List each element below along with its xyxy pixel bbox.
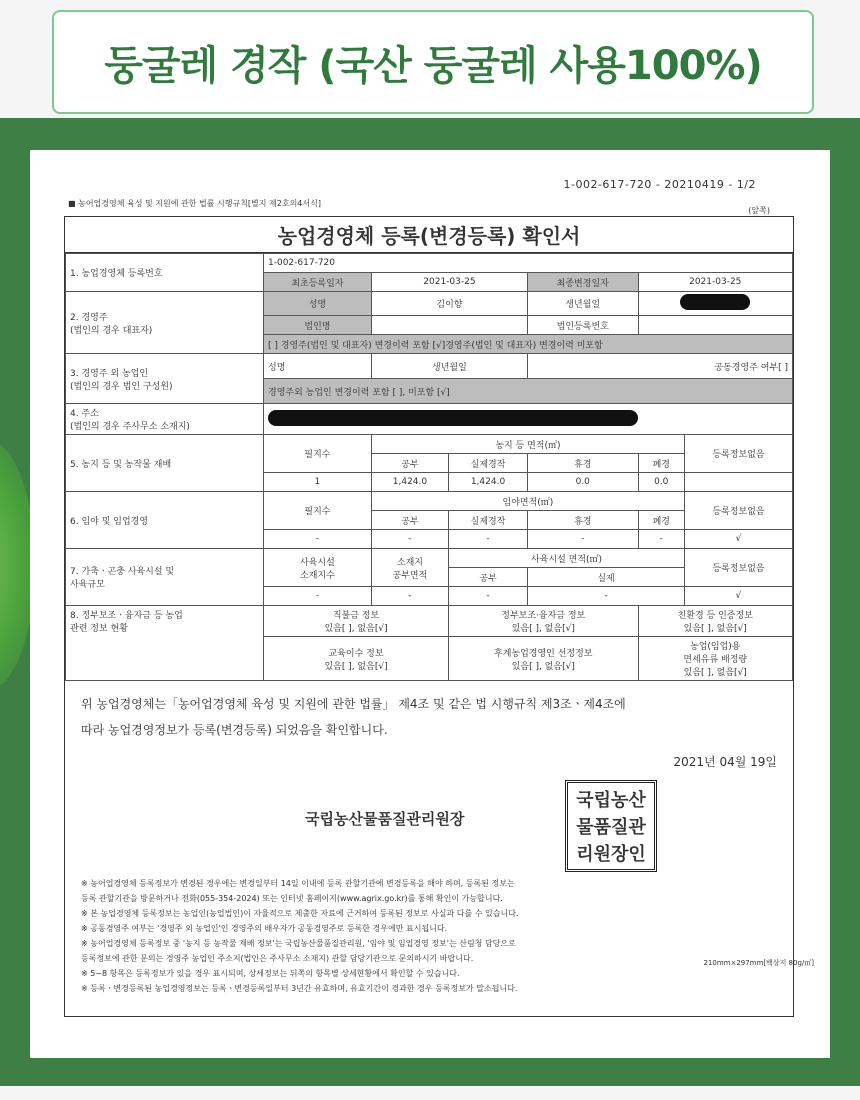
row8-label: 8. 정부보조ㆍ융자금 등 농업 관련 정보 현황 <box>66 606 264 681</box>
r5-area-label: 농지 등 면적(㎡) <box>371 435 684 454</box>
r6-closed: 폐경 <box>638 511 685 530</box>
row4-label: 4. 주소 (법인의 경우 주사무소 소재지) <box>66 404 264 435</box>
row6-label: 6. 임야 및 임업경영 <box>66 492 264 549</box>
note-item: ※ 5~8 항목은 등록정보가 있을 경우 표시되며, 상세정보는 뒤쪽의 항목별 상세현황에서 확인할 수 있습니다. <box>81 969 460 978</box>
page-title: 둥굴레 경작 (국산 둥굴레 사용100%) <box>104 42 762 89</box>
redaction-mark <box>268 410 638 426</box>
r8-c4: 교육이수 정보 있음[ ], 없음[√] <box>264 637 449 681</box>
r7-dash: - <box>449 587 528 606</box>
note-item: ※ 농어업경영체 등록정보가 변경된 경우에는 변경일부터 14일 이내에 등록 관할기관에 변경등록을 해야 하며, 등록된 정보는 등록 관할기관을 방문하거나 전화(055-354-2024) 또는 인터넷 홈페이지(www.agrix.go.kr)를 통해 확인이 가능합니다. <box>81 879 515 903</box>
form-reference: ■ 농어업경영체 육성 및 지원에 관한 법률 시행규칙[별지 제2호의4서식] <box>68 199 321 208</box>
r5-actual: 실제경작 <box>449 454 528 473</box>
notes <box>65 870 793 1016</box>
r6-dash: - <box>528 530 638 549</box>
r7-check: √ <box>685 587 793 606</box>
registration-number: 1-002-617-720 <box>264 254 793 273</box>
r5-val-actual: 1,424.0 <box>449 473 528 492</box>
paper-size: 210mm×297mm[백상지 80g/㎡] <box>703 959 814 967</box>
row3-birth: 생년월일 <box>371 354 527 379</box>
last-change-date: 2021-03-25 <box>638 273 793 292</box>
note-item: ※ 농어업경영체 등록정보 중 '농지 등 농작물 재배 정보'는 국립농산물품질관리원, '임야 및 임업경영 정보'는 산림청 담당으로 등록정보에 관한 문의는 경영주 농업인 주소지(법인은 주사무소 소재지) 관할 담당기관으로 문의하시기 바랍니다. <box>81 939 516 963</box>
certificate-document <box>30 150 830 1058</box>
r6-dash: - <box>264 530 372 549</box>
row3-label: 3. 경영주 외 농업인 (법인의 경우 법인 구성원) <box>66 354 264 404</box>
r5-no-info: 등록정보없음 <box>685 435 793 473</box>
r6-dash: - <box>638 530 685 549</box>
r8-c3: 친환경 등 인증정보 있음[ ], 없음[√] <box>638 606 793 637</box>
note-item: ※ 공동경영주 여부는 '경영주 외 농업인'인 경영주의 배우자가 공동경영주로 등록한 경우에만 표시됩니다. <box>81 924 448 933</box>
note-item: ※ 본 농업경영체 등록정보는 농업인(농업법인)이 자율적으로 제출한 자료에 근거하여 등록된 정보로 사실과 다를 수 있습니다. <box>81 909 519 918</box>
first-reg-label: 최초등록일자 <box>264 273 372 292</box>
r6-dash: - <box>371 530 448 549</box>
first-reg-date: 2021-03-25 <box>371 273 527 292</box>
r5-val-ledger: 1,424.0 <box>371 473 448 492</box>
r8-c1: 직불금 정보 있음[ ], 없음[√] <box>264 606 449 637</box>
r7-h1: 사육시설 소재지수 <box>264 549 372 587</box>
corp-no-label: 법인등록번호 <box>528 316 638 335</box>
birth-label: 생년월일 <box>528 292 638 316</box>
r5-parcels-label: 필지수 <box>264 435 372 473</box>
corp-no-value <box>638 316 793 335</box>
r7-dash: - <box>264 587 372 606</box>
declaration-line-2: 따라 농업경영정보가 등록(변경등록) 되었음을 확인합니다. <box>81 723 388 737</box>
registration-form <box>64 216 794 1017</box>
name-label: 성명 <box>264 292 372 316</box>
corp-name-label: 법인명 <box>264 316 372 335</box>
r5-val-fallow: 0.0 <box>528 473 638 492</box>
official-seal: 국립농산 물품질관 리원장인 <box>565 780 657 872</box>
issue-date: 2021년 04월 19일 <box>673 755 777 769</box>
front-label: (앞쪽) <box>748 206 770 215</box>
row3-name: 성명 <box>264 354 372 379</box>
registration-table <box>65 253 793 681</box>
r6-check: √ <box>685 530 793 549</box>
header <box>0 0 860 118</box>
r6-fallow: 휴경 <box>528 511 638 530</box>
r6-no-info: 등록정보없음 <box>685 492 793 530</box>
r6-area-label: 임야면적(㎡) <box>371 492 684 511</box>
birth-redacted <box>638 292 793 316</box>
document-number: 1-002-617-720 - 20210419 - 1/2 <box>563 178 756 191</box>
corp-name-value <box>371 316 527 335</box>
r7-ledger: 공부 <box>449 568 528 587</box>
row7-label: 7. 가축ㆍ곤충 사육시설 및 사육규모 <box>66 549 264 606</box>
row2-label: 2. 경영주 (법인의 경우 대표자) <box>66 292 264 354</box>
declaration-line-1: 위 농업경영체는「농어업경영체 육성 및 지원에 관한 법률」 제4조 및 같은 법 시행규칙 제3조ㆍ제4조에 <box>81 697 626 711</box>
r8-c5: 후계농업경영인 선정정보 있음[ ], 없음[√] <box>449 637 638 681</box>
r5-val-parcels: 1 <box>264 473 372 492</box>
r7-dash: - <box>528 587 685 606</box>
r6-actual: 실제경작 <box>449 511 528 530</box>
r5-ledger: 공부 <box>371 454 448 473</box>
row2-history: [ ] 경영주(법인 및 대표자) 변경이력 포함 [√]경영주(법인 및 대표자) 변경이력 미포함 <box>264 335 793 354</box>
declaration <box>65 681 793 743</box>
r6-parcels-label: 필지수 <box>264 492 372 530</box>
note-item: ※ 등록ㆍ변경등록된 농업경영정보는 등록ㆍ변경등록일부터 3년간 유효하며, 유효기간이 경과한 경우 등록정보가 말소됩니다. <box>81 984 518 993</box>
r5-val-empty <box>685 473 793 492</box>
title-box <box>52 10 814 114</box>
r7-dash: - <box>371 587 448 606</box>
row3-joint: 공동경영주 여부[ ] <box>528 354 793 379</box>
r5-closed: 폐경 <box>638 454 685 473</box>
r7-h3: 사육시설 면적(㎡) <box>449 549 685 568</box>
redaction-mark <box>680 294 750 310</box>
row1-label: 1. 농업경영체 등록번호 <box>66 254 264 292</box>
row5-label: 5. 농지 등 및 농작물 재배 <box>66 435 264 492</box>
r6-ledger: 공부 <box>371 511 448 530</box>
r5-fallow: 휴경 <box>528 454 638 473</box>
form-title: 농업경영체 등록(변경등록) 확인서 <box>65 217 793 253</box>
r8-c2: 정부보조·융자금 정보 있음[ ], 없음[√] <box>449 606 638 637</box>
signature-block <box>65 780 793 870</box>
name-value: 김이향 <box>371 292 527 316</box>
last-change-label: 최종변경일자 <box>528 273 638 292</box>
r7-actual: 실제 <box>528 568 685 587</box>
r6-dash: - <box>449 530 528 549</box>
row3-history: 경영주외 농업인 변경이력 포함 [ ], 미포함 [√] <box>264 379 793 404</box>
r7-h2: 소재지 공부면적 <box>371 549 448 587</box>
r7-no-info: 등록정보없음 <box>685 549 793 587</box>
signer-name: 국립농산물품질관리원장 <box>305 810 465 828</box>
address-redacted <box>264 404 793 435</box>
r5-val-closed: 0.0 <box>638 473 685 492</box>
r8-c6: 농업(임업)용 면세유류 배정량 있음[ ], 없음[√] <box>638 637 793 681</box>
